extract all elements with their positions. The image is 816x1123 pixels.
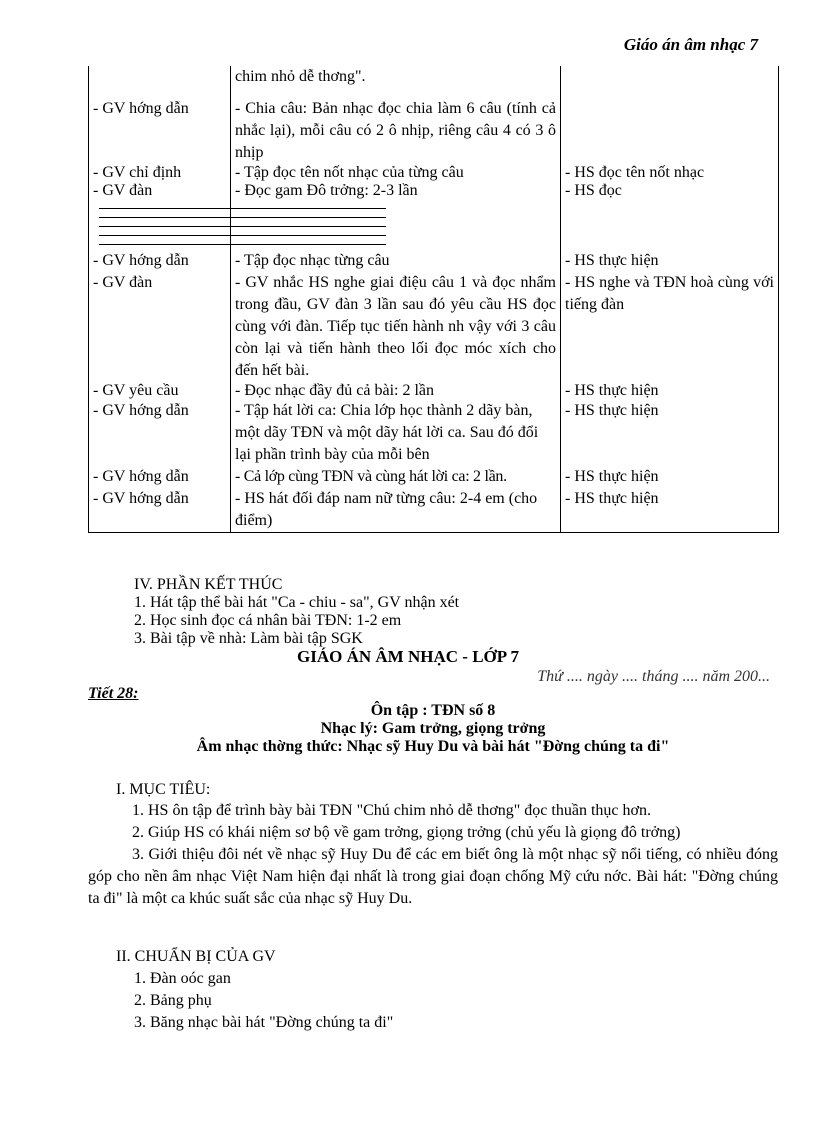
teacher-cell: - GV chỉ định [89,164,231,182]
closing-section [88,576,778,648]
content-cell: - Đọc nhạc đầy đủ cả bài: 2 lần [231,382,561,400]
objectives-heading: I. MỤC TIÊU: [116,781,211,798]
closing-item: 3. Bài tập về nhà: Làm bài tập SGK [134,630,363,647]
content-cell: - Cả lớp cùng TĐN và cùng hát lời ca: 2 lần. [231,466,561,488]
staff-lines-row [89,200,779,250]
table-row [89,382,779,400]
lesson-subtitles [88,702,778,756]
table-row [89,400,779,466]
staff-line [99,217,233,218]
student-cell [561,66,779,88]
student-cell [561,88,779,164]
content-cell: - HS hát đối đáp nam nữ từng câu: 2-4 em (cho điểm) [231,488,561,533]
subtitle-theory: Nhạc lý: Gam trởng, giọng trởng [320,720,546,737]
closing-item: 2. Học sinh đọc cá nhân bài TĐN: 1-2 em [134,612,402,629]
staff-lines-cell [561,200,779,250]
student-cell: - HS thực hiện [561,382,779,400]
content-cell: - Tập đọc nhạc từng câu [231,250,561,272]
content-cell: - Chia câu: Bản nhạc đọc chia làm 6 câu (tính cả nhắc lại), mỗi câu có 2 ô nhịp, riêng câu 4 có 3 ô nhịp [231,88,561,164]
table-row [89,182,779,200]
objective-item: 3. Giới thiệu đôi nét về nhạc sỹ Huy Du để các em biết ông là một nhạc sỹ nổi tiếng, có nhiều đóng góp cho nền âm nhạc Việt Nam hiện đại nhất là trong giai đoạn chống Mỹ cứu nớc. Bài hát: "Đờng chúng ta đi" là một ca khúc suất sắc của nhạc sỹ Huy Du. [88,846,778,907]
teacher-cell: - GV hớng dẫn [89,488,231,533]
teacher-cell: - GV hớng dẫn [89,88,231,164]
table-row [89,250,779,272]
table-row [89,488,779,533]
content-cell: - GV nhắc HS nghe giai điệu câu 1 và đọc nhẩm trong đầu, GV đàn 3 lần sau đó yêu cầu HS đọc cùng với đàn. Tiếp tục tiến hành nh vậy với 3 câu còn lại và tiến hành theo lối đọc móc xích cho đến hết bài. [231,272,561,382]
staff-line [231,217,386,218]
teacher-cell: - GV hớng dẫn [89,250,231,272]
table-row [89,272,779,382]
content-cell: - Đọc gam Đô trởng: 2-3 lần [231,182,561,200]
staff-line [231,244,386,245]
teacher-cell: - GV đàn [89,182,231,200]
subtitle-review: Ôn tập : TĐN số 8 [370,702,496,719]
table-row [89,88,779,164]
student-cell: - HS thực hiện [561,400,779,466]
objective-item: 2. Giúp HS có khái niệm sơ bộ về gam trởng, giọng trởng (chủ yếu là giọng đô trởng) [132,824,681,841]
staff-line [99,235,233,236]
objectives-section [88,780,778,910]
preparation-item: 3. Băng nhạc bài hát "Đờng chúng ta đi" [134,1014,394,1031]
content-cell: chim nhỏ dễ thơng". [231,66,561,88]
staff-line [231,235,386,236]
page-header: Giáo án âm nhạc 7 [623,35,758,54]
preparation-heading: II. CHUẨN BỊ CỦA GV [116,948,276,965]
table-row [89,66,779,88]
content-cell: - Tập đọc tên nốt nhạc của từng câu [231,164,561,182]
preparation-item: 2. Bảng phụ [134,992,212,1009]
student-cell: - HS nghe và TĐN hoà cùng với tiếng đàn [561,272,779,382]
student-cell: - HS thực hiện [561,488,779,533]
table-row [89,466,779,488]
lesson-table [88,66,779,533]
teacher-cell: - GV yêu cầu [89,382,231,400]
staff-line [231,208,386,209]
staff-lines-cell [89,200,231,250]
preparation-item: 1. Đàn oóc gan [134,970,231,987]
table-row [89,164,779,182]
student-cell: - HS thực hiện [561,466,779,488]
teacher-cell: - GV hớng dẫn [89,466,231,488]
staff-lines-cell [231,200,561,250]
lesson-main-title: GIÁO ÁN ÂM NHẠC - LỚP 7 [297,647,519,666]
staff-line [99,226,233,227]
student-cell: - HS đọc tên nốt nhạc [561,164,779,182]
teacher-cell: - GV đàn [89,272,231,382]
teacher-cell: - GV hớng dẫn [89,400,231,466]
date-line: Thứ .... ngày .... tháng .... năm 200... [537,668,770,685]
preparation-section [88,946,778,1034]
content-cell: - Tập hát lời ca: Chia lớp học thành 2 dãy bàn, một dãy TĐN và một dãy hát lời ca. Sau đó đổi lại phần trình bày của mỗi bên [231,400,561,466]
student-cell: - HS đọc [561,182,779,200]
staff-line [99,208,233,209]
subtitle-music-knowledge: Âm nhạc thờng thức: Nhạc sỹ Huy Du và bài hát "Đờng chúng ta đi" [196,738,670,755]
staff-line [231,226,386,227]
teacher-cell [89,66,231,88]
closing-item: 1. Hát tập thể bài hát "Ca - chiu - sa", GV nhận xét [134,594,460,611]
period-label: Tiết 28: [88,685,139,702]
closing-heading: IV. PHẦN KẾT THÚC [134,576,283,593]
staff-line [99,244,233,245]
student-cell: - HS thực hiện [561,250,779,272]
objective-item: 1. HS ôn tập để trình bày bài TĐN "Chú chim nhỏ dễ thơng" đọc thuần thục hơn. [132,802,651,819]
